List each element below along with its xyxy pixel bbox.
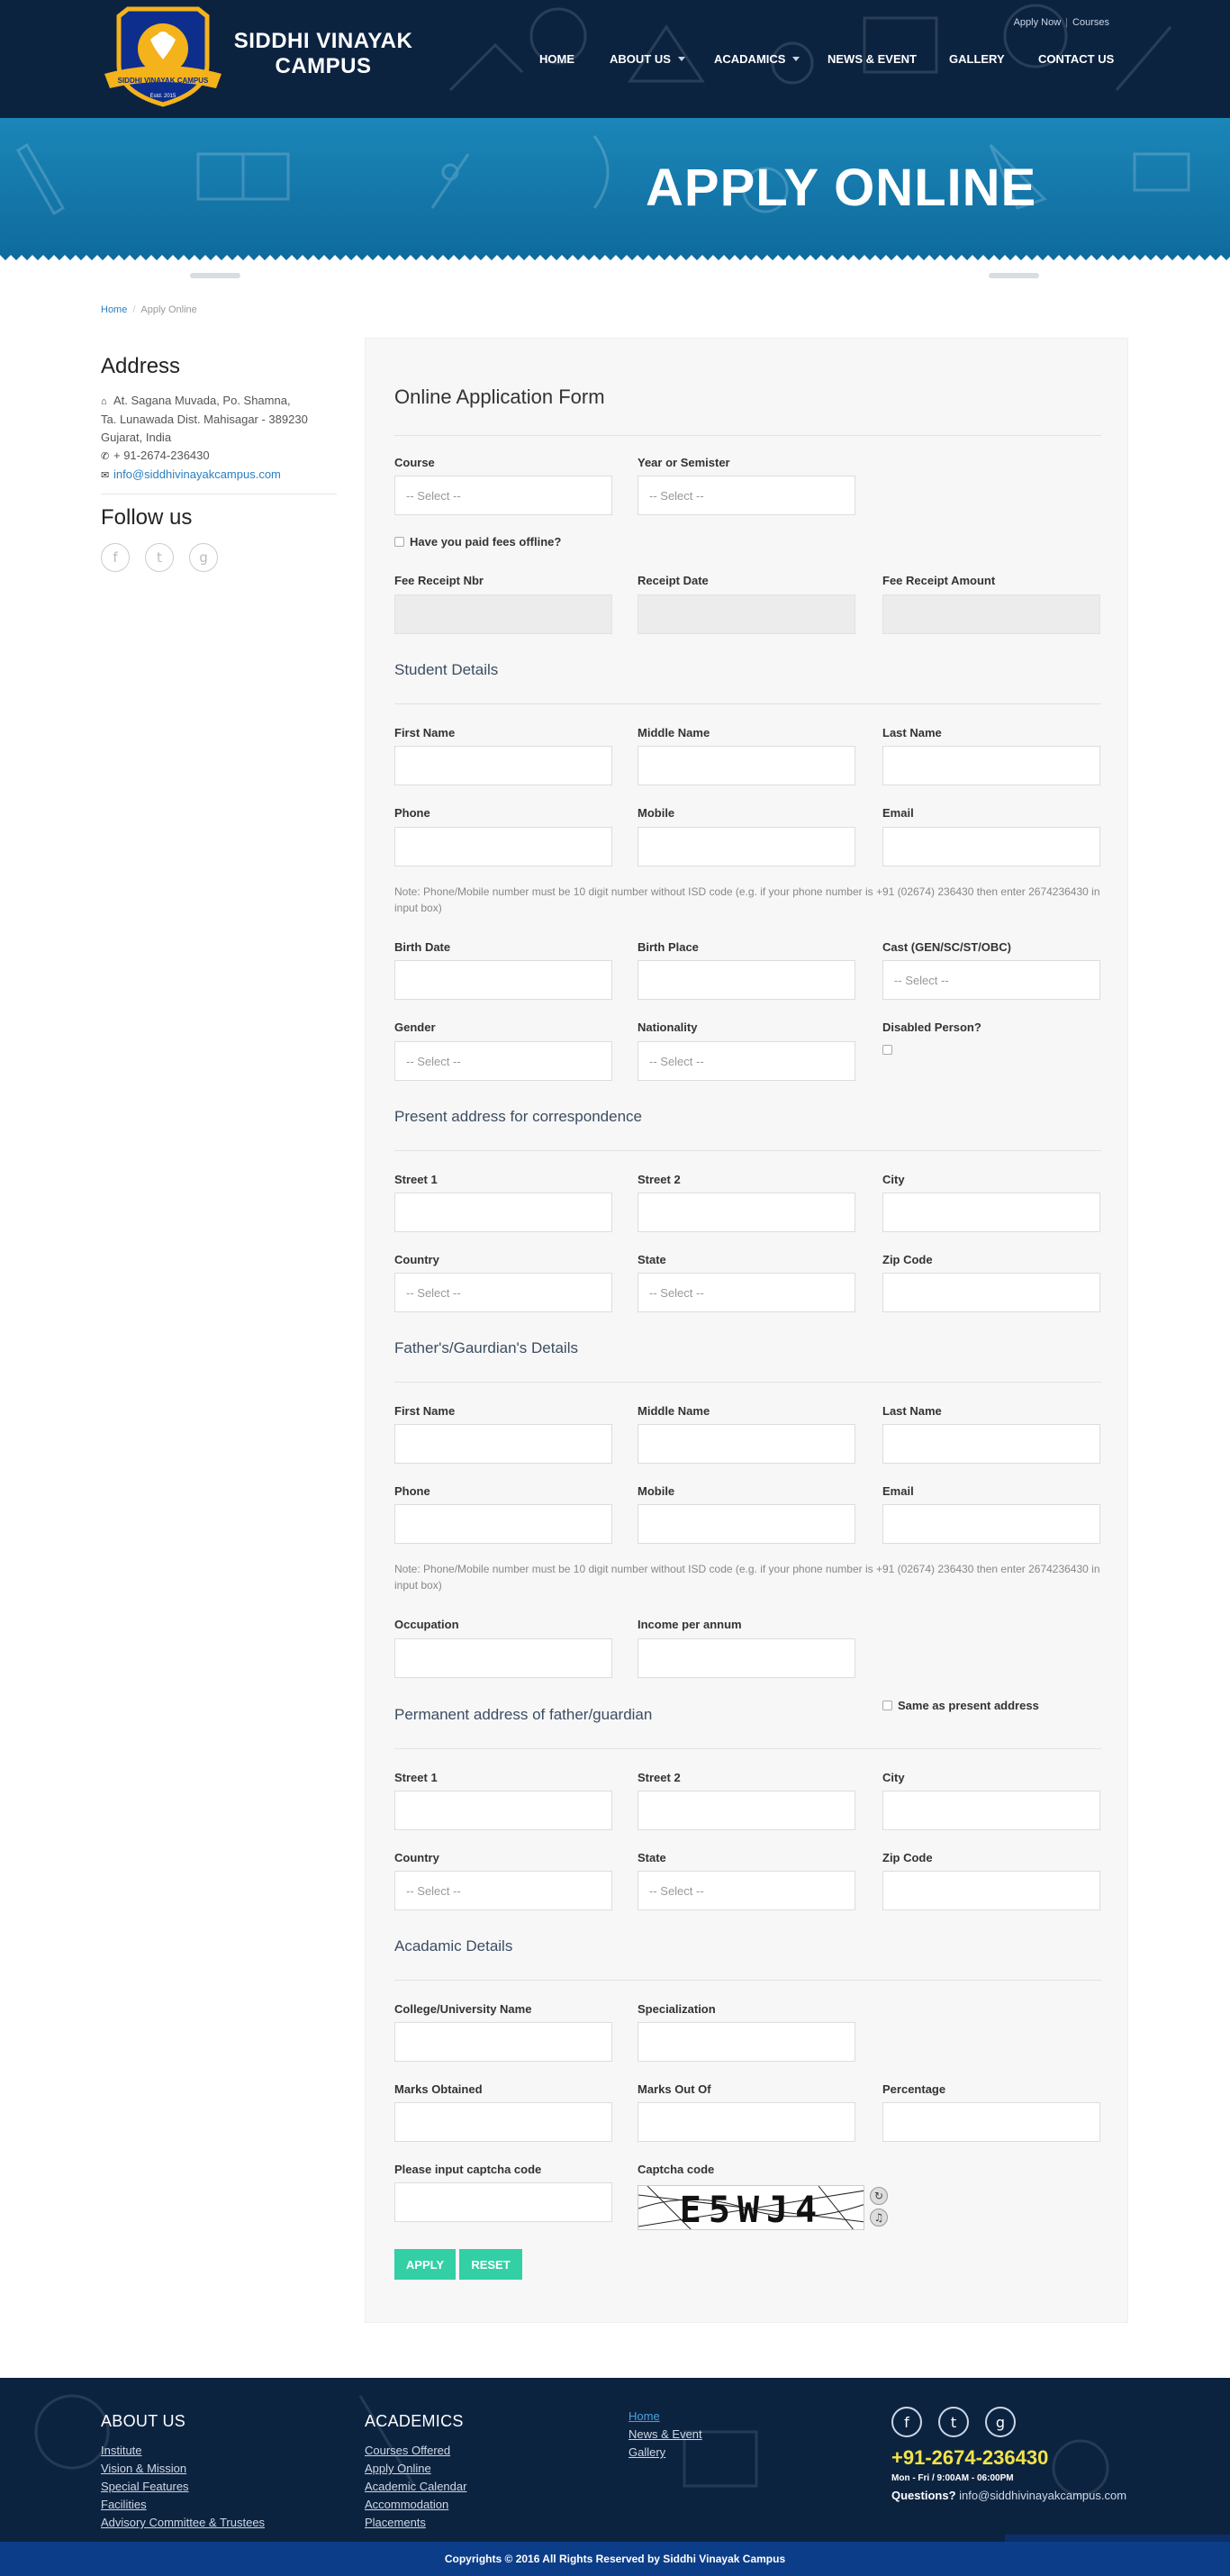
course-label: Course [394,456,435,469]
logo-ribbon-text: SIDDHI VINAYAK CAMPUS [117,77,209,85]
footer-link-placements[interactable]: Placements [365,2516,426,2529]
form-divider [394,435,1101,436]
phone-icon: ✆ [101,451,110,462]
gender-label: Gender [394,1020,436,1034]
logo-est-text: Estd. 2015 [149,94,176,99]
breadcrumb-current: Apply Online [140,304,197,315]
country-label: Country [394,1253,439,1266]
guardian-last-name-label: Last Name [882,1404,942,1418]
footer-link-news-event[interactable]: News & Event [629,2427,702,2441]
marks-out-of-input[interactable] [638,2102,855,2142]
present-address-section-title: Present address for correspondence [394,1108,642,1125]
fee-receipt-nbr-label: Fee Receipt Nbr [394,574,484,587]
course-select-value: -- Select -- [406,488,461,503]
present-street2-input[interactable] [638,1193,855,1232]
form-title: Online Application Form [394,385,605,408]
address-line-3: Gujarat, India [101,431,172,444]
footer-social-links [891,2407,1126,2437]
nationality-label: Nationality [638,1020,698,1034]
banner-background-pattern [0,118,1230,262]
marks-out-of-label: Marks Out Of [638,2082,711,2096]
guardian-middle-name-input[interactable] [638,1424,855,1464]
sidebar-phone: + 91-2674-236430 [113,449,210,462]
nav-gallery[interactable] [949,52,1005,66]
page-title: APPLY ONLINE [646,159,1037,217]
section-divider [394,1150,1101,1151]
guardian-phone-note: Note: Phone/Mobile number must be 10 digit number without ISD code (e.g. if your phone number is +91 (02674) 236430 then enter 2674236430 in input box) [394,1563,1100,1592]
nav-gallery-label: GALLERY [949,52,1005,66]
paid-offline-label: Have you paid fees offline? [410,535,562,549]
social-links [101,543,337,572]
perm-state-value: -- Select -- [649,1883,704,1898]
first-name-input[interactable] [394,746,612,785]
perm-street1-input[interactable] [394,1791,612,1830]
brand-name[interactable] [229,29,418,79]
mobile-label: Mobile [638,806,675,820]
same-as-present-checkbox[interactable] [882,1701,892,1710]
email-label: Email [882,806,914,820]
city-label: City [882,1173,905,1186]
paid-offline-checkbox[interactable] [394,537,404,547]
address-line-2: Ta. Lunawada Dist. Mahisagar - 389230 [101,413,308,426]
percentage-label: Percentage [882,2082,946,2096]
copyright-bar: Copyrights © 2016 All Rights Reserved by Siddhi Vinayak Campus [0,2542,1230,2576]
footer-academics-heading: ACADEMICS [365,2412,464,2430]
specialization-label: Specialization [638,2002,716,2016]
guardian-section-title: Father's/Gaurdian's Details [394,1339,578,1356]
marks-obtained-label: Marks Obtained [394,2082,483,2096]
phone-label: Phone [394,806,430,820]
nav-home[interactable] [539,52,574,66]
refresh-captcha-icon[interactable]: ↻ [870,2187,888,2205]
email-input[interactable] [882,827,1100,866]
present-state-value: -- Select -- [649,1285,704,1300]
present-state-select[interactable] [638,1273,855,1312]
middle-name-label: Middle Name [638,726,710,739]
section-divider [394,1748,1101,1749]
campus-logo[interactable] [101,4,225,110]
zip-label: Zip Code [882,1253,933,1266]
course-select[interactable] [394,476,612,515]
fee-receipt-nbr-input[interactable] [394,594,612,634]
present-city-input[interactable] [882,1193,1100,1232]
birth-date-input[interactable] [394,960,612,1000]
banner-ribbon-left [190,273,240,278]
site-footer [0,2378,1230,2542]
disabled-checkbox[interactable] [882,1045,892,1055]
banner-ribbon-right [989,273,1039,278]
captcha-text: E5WJ4 [679,2190,825,2230]
nav-acadamics[interactable] [714,52,800,66]
guardian-first-name-input[interactable] [394,1424,612,1464]
banner-zigzag-edge [0,251,1230,262]
perm-zip-input[interactable] [882,1871,1100,1910]
breadcrumb-separator: / [132,304,136,315]
google-plus-icon[interactable]: g [189,543,218,572]
apply-button[interactable]: APPLY [394,2249,456,2280]
last-name-input[interactable] [882,746,1100,785]
top-link-apply-now[interactable]: Apply Now [1013,17,1062,28]
income-input[interactable] [638,1638,855,1678]
follow-heading: Follow us [101,505,193,530]
perm-city-label: City [882,1771,905,1784]
phone-note: Note: Phone/Mobile number must be 10 digit number without ISD code (e.g. if your phone number is +91 (02674) 236430 then enter 2674236430 in input box) [394,885,1100,914]
site-header [0,0,1230,118]
google-plus-icon[interactable]: g [985,2407,1016,2437]
present-country-value: -- Select -- [406,1285,461,1300]
college-label: College/University Name [394,2002,532,2016]
birth-place-input[interactable] [638,960,855,1000]
perm-country-value: -- Select -- [406,1883,461,1898]
address-block [101,392,337,485]
page-banner [0,118,1230,262]
footer-link-home[interactable]: Home [629,2409,660,2423]
cast-label: Cast (GEN/SC/ST/OBC) [882,940,1012,954]
footer-link-apply-online[interactable]: Apply Online [365,2462,431,2475]
nav-news-event[interactable] [828,52,917,66]
section-divider [394,1980,1101,1981]
captcha-graphic [638,2186,864,2230]
student-section-title: Student Details [394,661,499,678]
birth-place-label: Birth Place [638,940,699,954]
perm-country-label: Country [394,1851,439,1864]
gender-select[interactable] [394,1041,612,1081]
receipt-date-label: Receipt Date [638,574,709,587]
sidebar-email-link[interactable]: info@siddhivinayakcampus.com [113,467,281,481]
reset-button[interactable]: RESET [459,2249,522,2280]
nav-about-us-label: ABOUT US [610,52,671,66]
occupation-label: Occupation [394,1618,459,1631]
guardian-middle-name-label: Middle Name [638,1404,710,1418]
footer-link-gallery[interactable]: Gallery [629,2445,666,2459]
guardian-mobile-label: Mobile [638,1484,675,1498]
academic-section-title: Acadamic Details [394,1937,513,1955]
present-street1-input[interactable] [394,1193,612,1232]
footer-link-facilities[interactable]: Facilities [101,2498,147,2511]
nav-contact-us[interactable] [1038,52,1114,66]
marks-obtained-input[interactable] [394,2102,612,2142]
envelope-icon: ✉ [101,470,110,481]
nav-acadamics-label: ACADAMICS [714,52,786,66]
birth-date-label: Birth Date [394,940,451,954]
chevron-down-icon [792,57,800,61]
footer-phone: +91-2674-236430 [891,2446,1049,2469]
year-select[interactable] [638,476,855,515]
nav-home-label: HOME [539,52,574,66]
footer-link-vision-mission[interactable]: Vision & Mission [101,2462,187,2475]
nav-contact-us-label: CONTACT US [1038,52,1115,66]
captcha-input[interactable] [394,2182,612,2222]
year-select-value: -- Select -- [649,488,704,503]
middle-name-input[interactable] [638,746,855,785]
footer-questions [891,2489,1126,2502]
state-label: State [638,1253,666,1266]
perm-state-select[interactable] [638,1871,855,1910]
guardian-last-name-input[interactable] [882,1424,1100,1464]
facebook-icon[interactable]: f [101,543,130,572]
perm-street2-label: Street 2 [638,1771,681,1784]
footer-link-accommodation[interactable]: Accommodation [365,2498,449,2511]
top-links [1014,17,1109,28]
top-link-courses[interactable]: Courses [1072,17,1109,28]
last-name-label: Last Name [882,726,942,739]
present-zip-input[interactable] [882,1273,1100,1312]
perm-street1-label: Street 1 [394,1771,438,1784]
footer-hours: Mon - Fri / 9:00AM - 06:00PM [891,2473,1014,2483]
application-form [365,338,1128,2323]
twitter-icon[interactable]: t [145,543,174,572]
captcha-label: Captcha code [638,2163,715,2176]
mobile-input[interactable] [638,827,855,866]
year-label: Year or Semister [638,456,730,469]
twitter-icon[interactable]: t [938,2407,969,2437]
cast-select[interactable] [882,960,1100,1000]
receipt-date-input[interactable] [638,594,855,634]
present-country-select[interactable] [394,1273,612,1312]
breadcrumb [101,304,197,315]
facebook-icon[interactable]: f [891,2407,922,2437]
guardian-email-label: Email [882,1484,914,1498]
nav-about-us[interactable] [610,52,685,66]
footer-link-courses-offered[interactable]: Courses Offered [365,2444,451,2457]
college-input[interactable] [394,2022,612,2062]
perm-street2-input[interactable] [638,1791,855,1830]
fee-receipt-amount-input[interactable] [882,594,1100,634]
guardian-first-name-label: First Name [394,1404,456,1418]
section-divider [394,1382,1101,1383]
breadcrumb-home[interactable]: Home [101,304,128,315]
fee-receipt-amount-label: Fee Receipt Amount [882,574,996,587]
permanent-address-section-title: Permanent address of father/guardian [394,1706,653,1723]
disabled-label: Disabled Person? [882,1020,981,1034]
footer-link-academic-calendar[interactable]: Academic Calendar [365,2480,467,2493]
brand-line-2: CAMPUS [275,54,372,78]
perm-country-select[interactable] [394,1871,612,1910]
address-line-1: At. Sagana Muvada, Po. Shamna, [113,394,291,407]
perm-state-label: State [638,1851,666,1864]
perm-zip-label: Zip Code [882,1851,933,1864]
top-links-separator: | [1065,17,1069,28]
same-as-present-label: Same as present address [898,1699,1039,1712]
footer-link-advisory[interactable]: Advisory Committee & Trustees [101,2516,266,2529]
home-icon: ⌂ [101,396,107,407]
footer-academics-column [365,2412,466,2532]
audio-captcha-icon[interactable]: ♫ [870,2209,888,2227]
captcha-input-label: Please input captcha code [394,2163,542,2176]
footer-email-link[interactable]: info@siddhivinayakcampus.com [959,2489,1127,2502]
section-divider [394,703,1101,704]
street1-label: Street 1 [394,1173,438,1186]
captcha-image [638,2185,864,2230]
footer-about-column [101,2412,265,2532]
brand-line-1: SIDDHI VINAYAK [233,29,413,53]
footer-questions-label: Questions? [891,2489,956,2502]
nationality-select-value: -- Select -- [649,1054,704,1068]
guardian-phone-label: Phone [394,1484,430,1498]
footer-about-heading: ABOUT US [101,2412,186,2430]
footer-scroll-tab [1005,2535,1230,2542]
street2-label: Street 2 [638,1173,681,1186]
footer-link-special-features[interactable]: Special Features [101,2480,189,2493]
chevron-down-icon [678,57,685,61]
nav-news-event-label: NEWS & EVENT [828,52,917,66]
guardian-phone-input[interactable] [394,1504,612,1544]
perm-city-input[interactable] [882,1791,1100,1830]
specialization-input[interactable] [638,2022,855,2062]
footer-contact-column [891,2407,1126,2502]
first-name-label: First Name [394,726,456,739]
guardian-mobile-input[interactable] [638,1504,855,1544]
phone-input[interactable] [394,827,612,866]
sidebar [101,354,337,572]
cast-select-value: -- Select -- [894,973,949,987]
gender-select-value: -- Select -- [406,1054,461,1068]
income-label: Income per annum [638,1618,742,1631]
nationality-select[interactable] [638,1041,855,1081]
footer-quick-links [629,2408,702,2462]
occupation-input[interactable] [394,1638,612,1678]
address-heading: Address [101,354,181,378]
footer-link-institute[interactable]: Institute [101,2444,142,2457]
percentage-input[interactable] [882,2102,1100,2142]
guardian-email-input[interactable] [882,1504,1100,1544]
